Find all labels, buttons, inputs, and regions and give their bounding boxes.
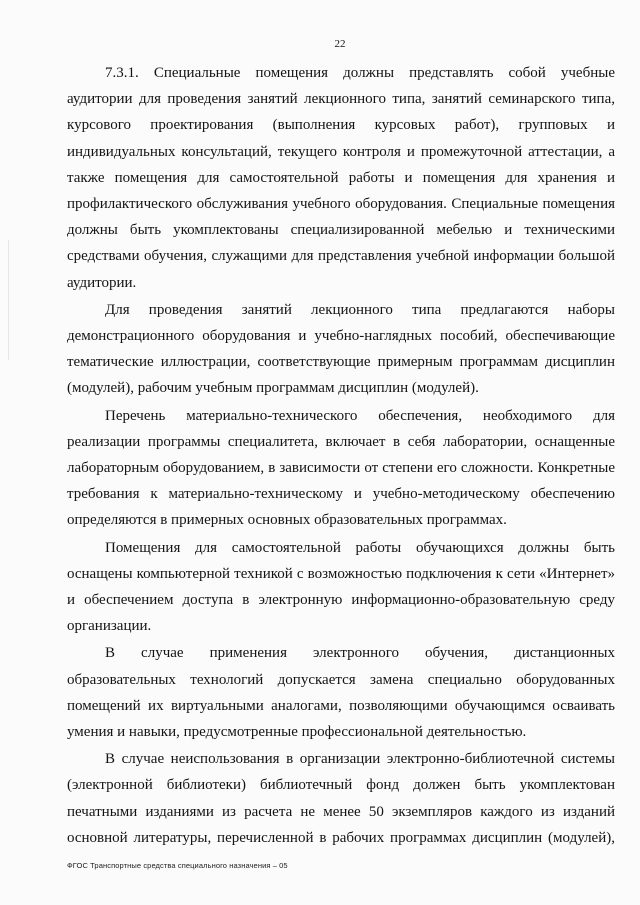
footer-note: ФГОС Транспортные средства специального назначения – 05 [67,861,288,870]
scan-margin-mark [8,240,9,360]
document-body [67,60,615,851]
paragraph-self-study-rooms: Помещения для самостоятельной работы обучающихся должны быть оснащены компьютерной техникой с возможностью подключения к сети «Интернет» и обеспечением доступа в электронную информационно-образовательную среду организации. [67,539,615,635]
page-number: 22 [334,38,346,50]
paragraph-7-3-1: 7.3.1. Специальные помещения должны представлять собой учебные аудитории для проведения занятий лекционного типа, занятий семинарского типа, курсового проектирования (выполнения курсовых работ), групповых и индивидуальных консультаций, текущего контроля и промежуточной аттестации, а также помещения для самостоятельной работы и помещения для хранения и профилактического обслуживания учебного оборудования. Специальные помещения должны быть укомплектованы специализированной мебелью и техническими средствами обучения, служащими для представления учебной информации большой аудитории. [67,65,615,291]
paragraph-lecture-equipment: Для проведения занятий лекционного типа предлагаются наборы демонстрационного оборудования и учебно-наглядных пособий, обеспечивающие тематические иллюстрации, соответствующие примерным программам дисциплин (модулей), рабочим учебным программам дисциплин (модулей). [67,301,615,397]
paragraph-e-learning: В случае применения электронного обучения, дистанционных образовательных технологий допускается замена специально оборудованных помещений их виртуальными аналогами, позволяющими обучающимся осваивать умения и навыки, предусмотренные профессиональной деятельностью. [67,645,615,741]
paragraph-library-fund: В случае неиспользования в организации электронно-библиотечной системы (электронной библиотеки) библиотечный фонд должен быть укомплектован печатными изданиями из расчета не менее 50 экземпляров каждого из изданий основной литературы, перечисленной в рабочих программах дисциплин (модулей), [67,751,615,846]
paragraph-material-support: Перечень материально-технического обеспечения, необходимого для реализации программы специалитета, включает в себя лаборатории, оснащенные лабораторным оборудованием, в зависимости от степени его сложности. Конкретные требования к материально-техническому и учебно-методическому обеспечению определяются в примерных основных образовательных программах. [67,407,615,529]
